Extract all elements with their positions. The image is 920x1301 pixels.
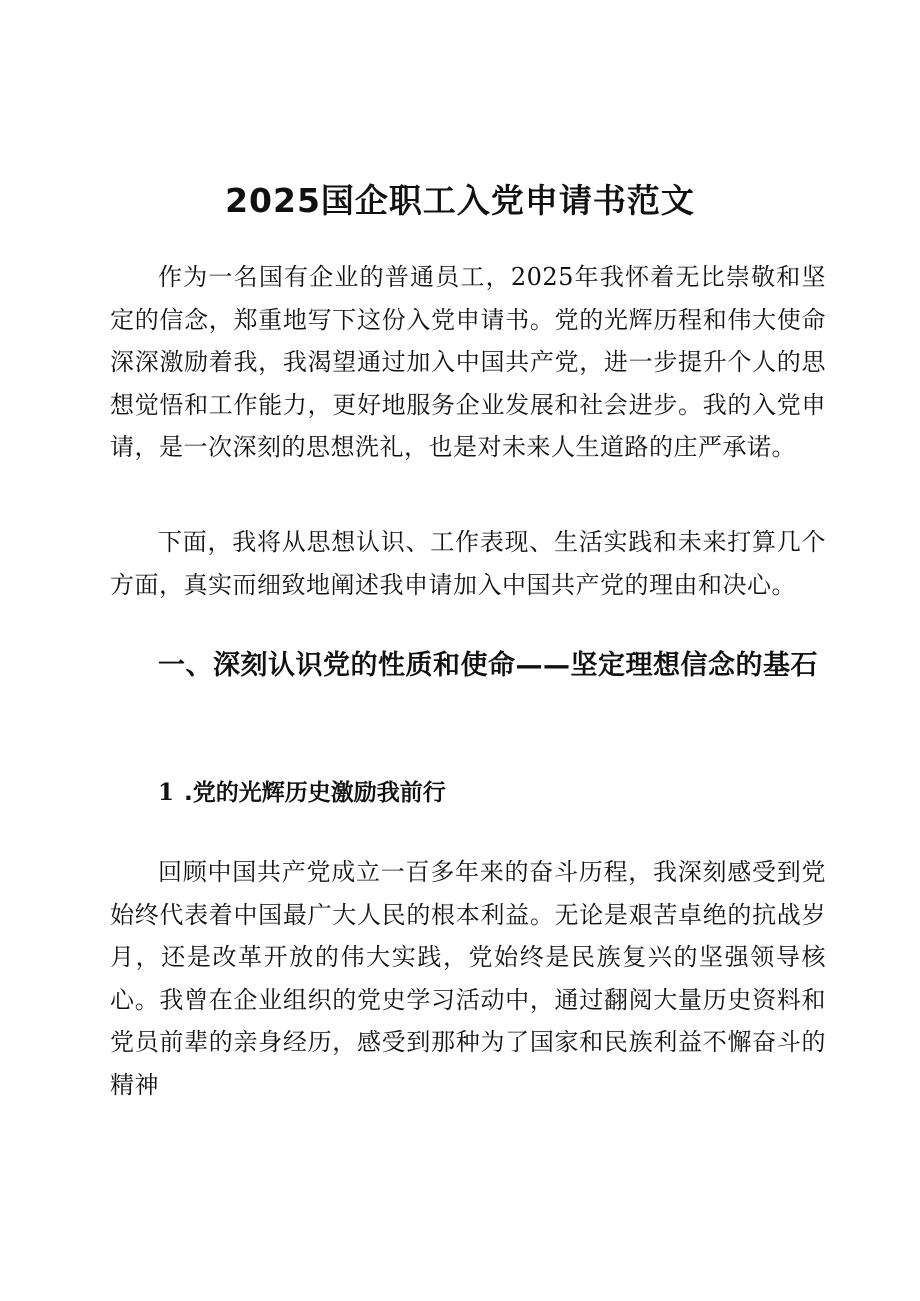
intro-paragraph: 作为一名国有企业的普通员工，2025年我怀着无比崇敬和坚定的信念，郑重地写下这份入党申请书。党的光辉历程和伟大使命深深激励着我，我渴望通过加入中国共产党，进一步提升个人的思想觉悟和工作能力，更好地服务企业发展和社会进步。我的入党申请，是一次深刻的思想洗礼，也是对未来人生道路的庄严承诺。 (110, 263, 826, 461)
subsection-number: 1 (158, 779, 175, 806)
outline-paragraph: 下面，我将从思想认识、工作表现、生活实践和未来打算几个方面，真实而细致地阐述我申请加入中国共产党的理由和决心。 (110, 528, 826, 599)
section-heading: 一、深刻认识党的性质和使命——坚定理想信念的基石 (158, 650, 818, 681)
document-title: 2025国企职工入党申请书范文 (225, 181, 695, 220)
section-body-paragraph: 回顾中国共产党成立一百多年来的奋斗历程，我深刻感受到党始终代表着中国最广大人民的根本利益。无论是艰苦卓绝的抗战岁月，还是改革开放的伟大实践，党始终是民族复兴的坚强领导核心。我曾在企业组织的党史学习活动中，通过翻阅大量历史资料和党员前辈的亲身经历，感受到那种为了国家和民族利益不懈奋斗的精神 (110, 858, 826, 1099)
subsection-title: .党的光辉历史激励我前行 (184, 780, 446, 806)
subsection-heading (158, 773, 446, 813)
